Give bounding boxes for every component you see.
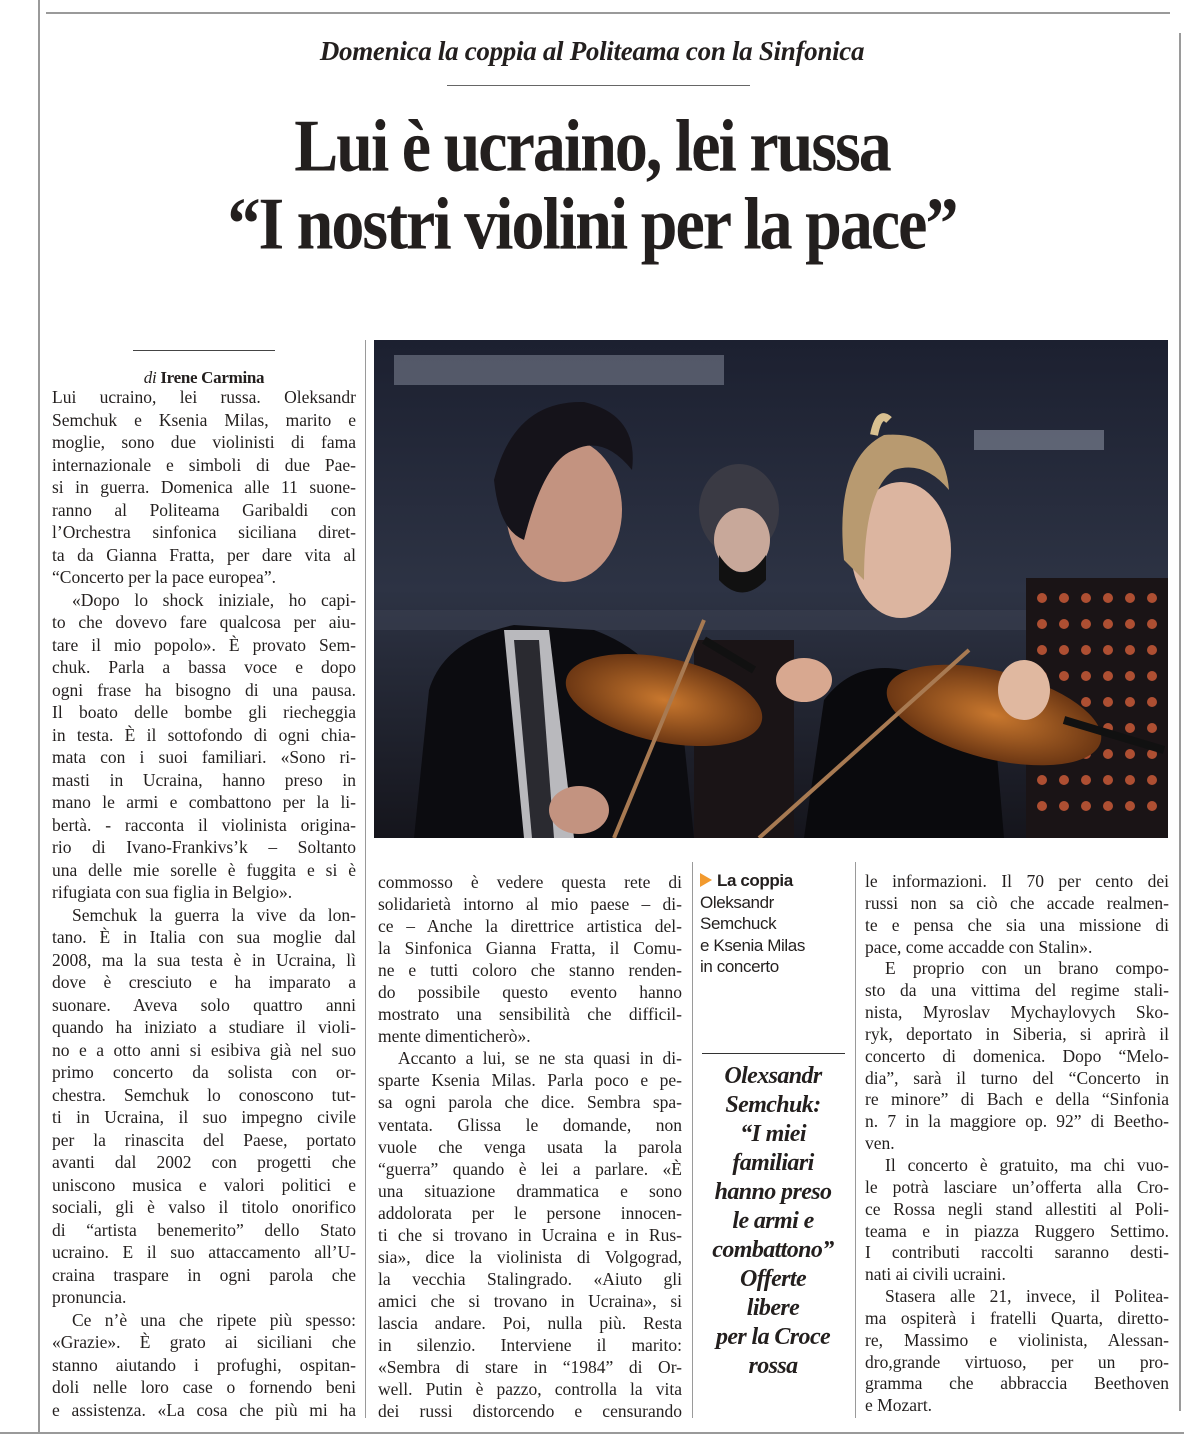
- text-line: do possibile questo evento hanno: [378, 982, 682, 1003]
- text-line: russi non sa ciò che accade realmen-: [865, 892, 1169, 913]
- text-line: avanti dal 2002 con progetti che: [52, 1152, 356, 1172]
- text-line: pronuncia.: [52, 1287, 127, 1307]
- pull-quote-rule: [702, 1053, 845, 1054]
- text-line: e Mozart.: [865, 1395, 933, 1416]
- text-line: Il concerto è gratuito, ma chi vuo-: [885, 1154, 1169, 1175]
- text-line: addolorata per le persone innocen-: [378, 1202, 682, 1223]
- stand-light-dot: [1103, 749, 1113, 759]
- column-divider: [692, 862, 693, 1418]
- pull-quote-line: per la Croce: [715, 1324, 831, 1350]
- text-line: re minore” di Bach e della “Sinfonia: [865, 1089, 1169, 1110]
- text-line: dia”, sarà il turno del “Concerto in: [865, 1067, 1169, 1088]
- text-line: ryk, deportato in Siberia, si aprirà il: [865, 1023, 1169, 1044]
- stand-light-dot: [1103, 697, 1113, 707]
- headline: [0, 105, 1184, 266]
- stand-light-dot: [1147, 775, 1157, 785]
- text-line: Semchuk la guerra la vive da lon-: [72, 904, 356, 925]
- text-line: chestra. Semchuk lo conoscono tut-: [52, 1084, 356, 1105]
- stand-light-dot: [1081, 801, 1091, 811]
- headline-line-2: “I nostri violini per la pace”: [227, 183, 957, 266]
- text-line: masti in Ucraina, hanno preso in: [52, 769, 356, 790]
- text-line: Accanto a lui, se ne sta quasi in di-: [398, 1048, 682, 1069]
- text-line: «Dopo lo shock iniziale, ho capi-: [72, 589, 356, 610]
- stand-light-dot: [1103, 671, 1113, 681]
- text-line: suonare. Aveva solo quattro anni: [52, 994, 356, 1015]
- text-line: tano. È in Italia con sua moglie dal: [52, 927, 356, 947]
- text-line: ti in Ucraina, il suo impegno civile: [52, 1107, 356, 1127]
- text-line: ne e tutti coloro che stanno renden-: [378, 960, 682, 981]
- text-line: chuk. Parla a bassa voce e dopo: [52, 657, 356, 677]
- text-line: 2008, ma la sua testa è in Ucraina, lì: [52, 949, 356, 970]
- stand-light-dot: [1125, 645, 1135, 655]
- pull-quote-line: Olexsandr: [724, 1063, 822, 1089]
- text-line: «Grazie». È grato ai siciliani che: [52, 1332, 356, 1352]
- kicker: Domenica la coppia al Politeama con la Sinfonica: [319, 36, 865, 66]
- text-line: ranno al Politeama Garibaldi con: [52, 499, 356, 520]
- text-line: ventata. Glissa le domande, non: [378, 1114, 682, 1135]
- text-line: Semchuk e Ksenia Milas, marito e: [52, 409, 356, 430]
- stand-light-dot: [1081, 775, 1091, 785]
- stand-light-dot: [1125, 593, 1135, 603]
- stand-light-dot: [1147, 645, 1157, 655]
- stand-light-dot: [1103, 775, 1113, 785]
- pull-quote-line: familiari: [732, 1150, 814, 1176]
- stand-light-dot: [1037, 775, 1047, 785]
- frame-top-rule: [46, 12, 1170, 14]
- text-line: to che dovevo fare qualcosa per aiu-: [52, 612, 356, 632]
- text-line: mente dimenticherò».: [378, 1026, 531, 1047]
- stand-light-dot: [1059, 593, 1069, 603]
- text-line: ta da Gianna Fratta, per dare vita al: [52, 544, 356, 565]
- kicker-rule: [447, 85, 750, 86]
- stand-light-dot: [1125, 619, 1135, 629]
- article-column-1: [52, 386, 356, 1421]
- stand-light-dot: [1081, 593, 1091, 603]
- text-line: doli nelle loro case o fornendo beni: [52, 1377, 356, 1397]
- text-line: una situazione drammatica e sono: [378, 1180, 682, 1201]
- stand-light-dot: [1059, 619, 1069, 629]
- text-line: l’Orchestra sinfonica siciliana diret-: [52, 522, 356, 542]
- text-line: rio di Ivano-Frankivs’k – Soltanto: [52, 837, 356, 857]
- stand-light-dot: [1103, 801, 1113, 811]
- pull-quote-line: combattono”: [712, 1237, 834, 1263]
- text-line: no e a otto anni si esibiva già nel suo: [52, 1039, 356, 1060]
- stand-light-dot: [1103, 593, 1113, 603]
- caption-line: e Ksenia Milas: [700, 935, 805, 955]
- stand-light-dot: [1147, 593, 1157, 603]
- text-line: well. Putin è pazzo, controlla la vita: [378, 1379, 682, 1400]
- stand-light-dot: [1081, 671, 1091, 681]
- stand-light-dot: [1059, 645, 1069, 655]
- text-line: ogni frase ha bisogno di una pausa.: [52, 679, 356, 700]
- stand-light-dot: [1147, 723, 1157, 733]
- text-line: tare il mio popolo». È provato Sem-: [52, 634, 356, 655]
- text-line: craina traspare in ogni parola che: [52, 1264, 356, 1285]
- text-line: la Sinfonica Gianna Fratta, il Comu-: [378, 938, 682, 959]
- photo-illustration: [374, 340, 1168, 838]
- stand-light-dot: [1125, 697, 1135, 707]
- text-line: e assistenza. «La cosa che più mi ha: [52, 1399, 356, 1420]
- text-line: amici che si trovano in Ucraina», si: [378, 1290, 682, 1311]
- pull-quote-line: “I miei: [740, 1121, 806, 1147]
- text-line: pace, come accadde con Stalin».: [865, 936, 1093, 957]
- text-line: moglie, sono due violinisti di fama: [52, 432, 356, 452]
- stand-light-dot: [1147, 671, 1157, 681]
- text-line: n. 7 in la maggiore op. 92” di Beetho-: [865, 1111, 1169, 1132]
- text-line: E proprio con un brano compo-: [885, 958, 1169, 979]
- byline-prefix: di: [143, 368, 157, 387]
- byline: [52, 368, 356, 388]
- photo-caption: [700, 870, 850, 978]
- text-line: in silenzio. Interviene il marito:: [378, 1334, 682, 1355]
- text-line: primo concerto da solista con or-: [52, 1062, 356, 1082]
- stand-light-dot: [1059, 801, 1069, 811]
- text-line: rifugiata con sua figlia in Belgio».: [52, 882, 293, 902]
- text-line: solidarietà intorno al mio paese – di-: [378, 894, 682, 915]
- text-line: sparte Ksenia Milas. Parla poco e pe-: [378, 1070, 682, 1091]
- caption-arrow-icon: [700, 873, 712, 887]
- text-line: sia», dice la violinista di Volgograd,: [378, 1246, 682, 1267]
- author-name: Irene Carmina: [160, 368, 265, 387]
- text-line: I contributi raccolti saranno desti-: [865, 1242, 1169, 1263]
- text-line: gramma che abbraccia Beethoven: [865, 1373, 1169, 1394]
- stand-light-dot: [1147, 801, 1157, 811]
- text-line: per la rinascita del Paese, portato: [52, 1129, 356, 1150]
- caption-label: La coppia: [717, 871, 793, 890]
- text-line: di “artista benemerito” dello Stato: [52, 1219, 356, 1240]
- text-line: sociali, gli è valso il titolo onorifico: [52, 1197, 356, 1217]
- text-line: la vecchia Stalingrado. «Aiuto gli: [378, 1268, 682, 1289]
- text-line: bertà. - racconta il violinista origina-: [52, 814, 356, 835]
- column-divider: [855, 862, 856, 1418]
- text-line: in testa. È il sottofondo di ogni chia-: [52, 724, 356, 745]
- pull-quote-line: rossa: [748, 1353, 798, 1379]
- article-photo-violinists: [374, 340, 1168, 838]
- text-line: nati ai civili ucraini.: [865, 1264, 1006, 1285]
- text-line: sa ogni parola che dice. Sembra spa-: [378, 1092, 682, 1113]
- stand-light-dot: [1147, 697, 1157, 707]
- text-line: ce Rossa negli stand allestiti al Poli-: [865, 1198, 1169, 1219]
- pull-quote-line: Semchuk:: [725, 1092, 821, 1118]
- stand-light-dot: [1037, 593, 1047, 603]
- text-line: ucraino. E il suo attaccamento all’U-: [52, 1242, 356, 1262]
- article-column-4: [865, 871, 1169, 1417]
- text-line: stanno aiutando i profughi, ospitan-: [52, 1354, 356, 1375]
- text-line: «Sembra di stare in “1984” di Or-: [378, 1357, 682, 1378]
- column-divider: [365, 340, 366, 1418]
- caption-line: Semchuck: [700, 914, 777, 933]
- pull-quote-line: Offerte: [740, 1266, 806, 1292]
- text-line: lascia andare. Poi, nulla più. Resta: [378, 1312, 682, 1333]
- text-line: uniscono musica e valori politici e: [52, 1174, 356, 1195]
- text-line: Stasera alle 21, invece, il Politea-: [885, 1286, 1169, 1307]
- text-line: una delle mie sorelle è fuggita e si è: [52, 859, 356, 880]
- stand-light-dot: [1125, 801, 1135, 811]
- text-line: ma ospiterà i fratelli Quarta, diretto-: [865, 1307, 1169, 1328]
- text-line: Ce n’è una che ripete più spesso:: [72, 1309, 356, 1330]
- pull-quote-line: hanno preso: [714, 1179, 832, 1205]
- text-line: dro,grande virtuoso, per un pro-: [865, 1351, 1169, 1372]
- text-line: dove è cresciuto e ha imparato a: [52, 972, 356, 992]
- text-line: dei russi distorcendo e censurando: [378, 1401, 682, 1422]
- article-column-2: [378, 871, 682, 1422]
- text-line: ven.: [865, 1133, 895, 1154]
- text-line: ce – Anche la direttrice artistica del-: [378, 916, 682, 937]
- headline-line-1: Lui è ucraino, lei russa: [294, 105, 890, 188]
- frame-bottom-rule: [0, 1432, 1184, 1434]
- byline-rule: [133, 350, 275, 351]
- text-line: Il boato delle bombe gli riecheggia: [52, 702, 356, 722]
- caption-line: Oleksandr: [700, 892, 774, 912]
- text-line: le informazioni. Il 70 per cento dei: [865, 871, 1169, 891]
- text-line: mostrato una sensibilità che difficil-: [378, 1004, 682, 1025]
- text-line: ti che si trovano in Ucraina e in Rus-: [378, 1224, 682, 1245]
- text-line: mano le armi e combattono per la li-: [52, 792, 356, 812]
- text-line: te e pensa che sia una missione di: [865, 914, 1169, 935]
- stand-light-dot: [1081, 697, 1091, 707]
- stand-light-dot: [1125, 723, 1135, 733]
- text-line: commosso è vedere questa rete di: [378, 872, 682, 892]
- pull-quote-line: le armi e: [732, 1208, 814, 1234]
- text-line: vuole che venga usata la parola: [378, 1136, 682, 1157]
- text-line: mata con i suoi familiari. «Sono ri-: [52, 747, 356, 767]
- stand-light-dot: [1081, 645, 1091, 655]
- stand-light-dot: [1081, 619, 1091, 629]
- stand-light-dot: [1103, 645, 1113, 655]
- text-line: concerto di domenica. Dopo “Melo-: [865, 1045, 1169, 1066]
- pull-quote: [696, 1062, 850, 1381]
- stand-light-dot: [1147, 619, 1157, 629]
- text-line: internazionale e simboli di due Pae-: [52, 454, 356, 475]
- stand-light-dot: [1059, 775, 1069, 785]
- text-line: “Concerto per la pace europea”.: [52, 567, 276, 587]
- stand-light-dot: [1125, 775, 1135, 785]
- text-line: re, Massimo e violinista, Alessan-: [865, 1329, 1169, 1350]
- text-line: nista, Myroslav Mychaylovych Sko-: [865, 1002, 1169, 1023]
- stand-light-dot: [1037, 801, 1047, 811]
- text-line: le potrà lasciare un’offerta alla Cro-: [865, 1176, 1169, 1197]
- text-line: “guerra” quando è lei a parlare. «È: [378, 1158, 682, 1179]
- pull-quote-line: libere: [746, 1295, 800, 1321]
- text-line: si in guerra. Domenica alle 11 suone-: [52, 477, 356, 497]
- text-line: sto da una vittima del regime stali-: [865, 980, 1169, 1001]
- stand-light-dot: [1059, 671, 1069, 681]
- text-line: quando ha iniziato a studiare il violi-: [52, 1017, 356, 1037]
- stand-light-dot: [1037, 645, 1047, 655]
- stand-light-dot: [1037, 619, 1047, 629]
- stand-light-dot: [1125, 671, 1135, 681]
- stand-light-dot: [1125, 749, 1135, 759]
- caption-line: in concerto: [700, 957, 779, 976]
- text-line: Lui ucraino, lei russa. Oleksandr: [52, 387, 356, 407]
- text-line: teama e in piazza Ruggero Settimo.: [865, 1220, 1169, 1241]
- stand-light-dot: [1103, 619, 1113, 629]
